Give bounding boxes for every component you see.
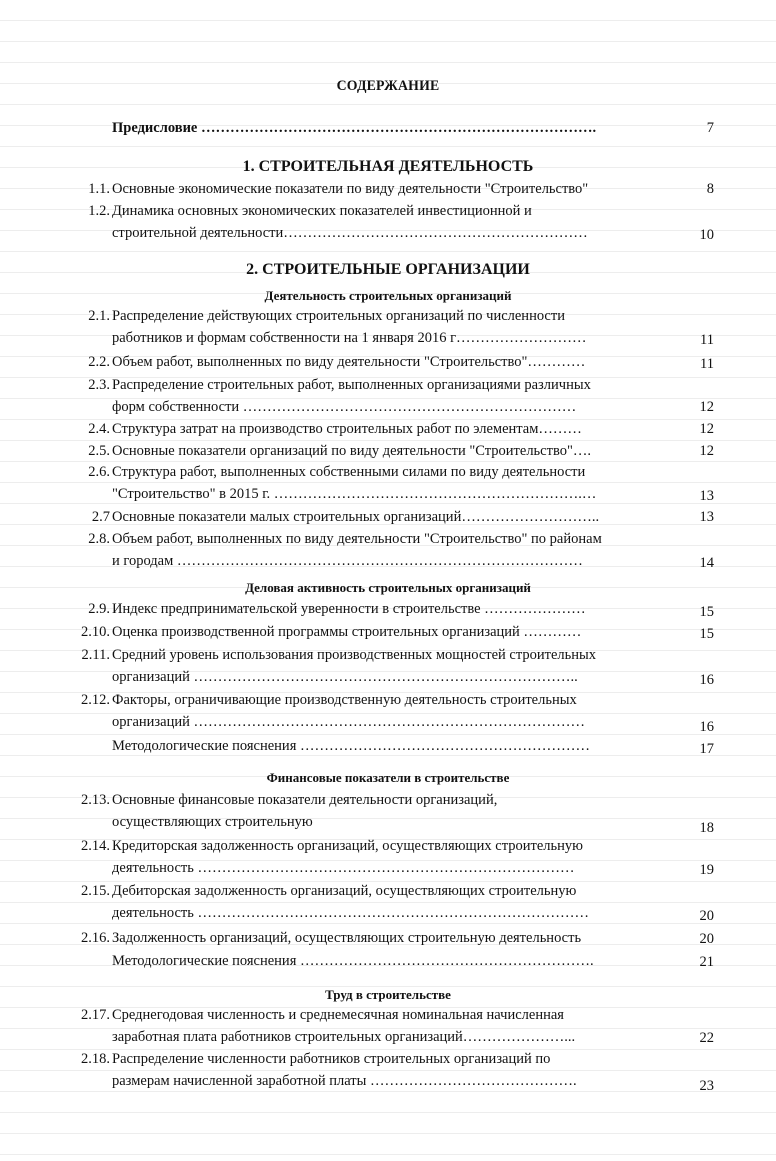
- toc-entry-page: 16: [699, 719, 714, 735]
- subsection-title: Деятельность строительных организаций: [264, 288, 512, 303]
- toc-entry-page: 23: [699, 1078, 714, 1094]
- toc-entry-text: Динамика основных экономических показателей инвестиционной и: [112, 203, 532, 219]
- toc-entry-page: 16: [699, 672, 714, 688]
- toc-entry-text: Среднегодовая численность и среднемесячная номинальная начисленная: [112, 1007, 564, 1023]
- toc-entry-text: Основные экономические показатели по виду деятельности "Строительство": [112, 181, 589, 197]
- toc-entry-page: 7: [706, 120, 714, 136]
- toc-entry-text: Основные финансовые показатели деятельности организаций,: [112, 792, 498, 808]
- toc-entry-text-continued: форм собственности ……………………………………………………………: [112, 399, 577, 415]
- toc-entry-text: Структура затрат на производство строительных работ по элементам………: [112, 421, 582, 437]
- toc-entry-text: Оценка производственной программы строительных организаций …………: [112, 624, 582, 640]
- toc-entry-text: Объем работ, выполненных по виду деятельности "Строительство"…………: [112, 354, 586, 370]
- toc-entry-page: 18: [699, 820, 714, 836]
- toc-entry-page: 14: [699, 555, 714, 571]
- toc-entry-page: 19: [699, 862, 714, 878]
- toc-entry-text: Основные показатели организаций по виду деятельности "Строительство"….: [112, 443, 591, 459]
- subsection-title: Деловая активность строительных организаций: [245, 580, 531, 595]
- toc-entry-text-continued: заработная плата работников строительных организаций…………………...: [112, 1029, 576, 1045]
- toc-entry-text: Основные показатели малых строительных организаций………………………..: [112, 509, 600, 525]
- toc-entry-page: 21: [699, 954, 714, 970]
- toc-entry-text: Кредиторская задолженность организаций, осуществляющих строительную: [112, 838, 583, 854]
- section-title: 2. СТРОИТЕЛЬНЫЕ ОРГАНИЗАЦИИ: [246, 261, 530, 278]
- toc-entry-text-continued: организаций ………………………………………………………………………: [112, 714, 585, 730]
- toc-entry-text: Распределение численности работников строительных организаций по: [112, 1051, 551, 1067]
- subsection-title: Труд в строительстве: [325, 987, 451, 1002]
- toc-entry-page: 15: [699, 604, 714, 620]
- toc-entry-number: 2.10.: [81, 624, 110, 640]
- toc-entry-page: 20: [699, 931, 714, 947]
- toc-entry-page: 12: [699, 399, 714, 415]
- toc-entry-number: 2.17.: [81, 1007, 110, 1023]
- toc-entry-number: 2.5.: [88, 443, 110, 459]
- toc-entry-text: Структура работ, выполненных собственными силами по виду деятельности: [112, 464, 586, 480]
- toc-entry-number: 2.2.: [88, 354, 110, 370]
- section-title: 1. СТРОИТЕЛЬНАЯ ДЕЯТЕЛЬНОСТЬ: [242, 158, 534, 175]
- toc-entry-text: Методологические пояснения …………………………………………………….: [112, 953, 594, 969]
- toc-entry-text-continued: строительной деятельности………………………………………………………: [112, 225, 588, 241]
- toc-entry-text: Распределение строительных работ, выполненных организациями различных: [112, 377, 591, 393]
- toc-entry-number: 2.15.: [81, 883, 110, 899]
- toc-entry-text-continued: работников и формам собственности на 1 января 2016 г………………………: [112, 330, 587, 346]
- toc-entry-text-continued: деятельность ……………………………………………………………………: [112, 860, 575, 876]
- toc-entry-text: Факторы, ограничивающие производственную деятельность строительных: [112, 692, 577, 708]
- toc-entry-number: 2.6.: [88, 464, 110, 480]
- toc-entry-page: 15: [699, 626, 714, 642]
- toc-entry-text-continued: "Строительство" в 2015 г. ……………………………………………………….…: [112, 486, 597, 502]
- toc-entry-text-continued: осуществляющих строительную: [112, 814, 313, 830]
- toc-entry-text: Объем работ, выполненных по виду деятельности "Строительство" по районам: [112, 531, 602, 547]
- toc-entry-text-continued: размерам начисленной заработной платы …………………………………….: [112, 1073, 577, 1089]
- toc-entry-number: 2.4.: [88, 421, 110, 437]
- toc-entry-page: 12: [699, 443, 714, 459]
- toc-entry-number: 2.7: [91, 509, 110, 525]
- toc-entry-page: 22: [699, 1030, 714, 1046]
- toc-entry-number: 2.13.: [81, 792, 110, 808]
- toc-entry-number: 2.3.: [88, 377, 110, 393]
- toc-entry-text-continued: организаций ……………………………………………………………………..: [112, 669, 578, 685]
- toc-entry-page: 8: [706, 181, 714, 197]
- toc-entry-number: 2.11.: [81, 647, 110, 663]
- toc-entry-text: Индекс предпринимательской уверенности в строительстве …………………: [112, 601, 586, 617]
- toc-entry-number: 2.8.: [88, 531, 110, 547]
- toc-entry-page: 13: [699, 488, 714, 504]
- toc-entry-text-continued: деятельность ………………………………………………………………………: [112, 905, 589, 921]
- toc-entry-text: Средний уровень использования производственных мощностей строительных: [112, 647, 597, 663]
- page-title: СОДЕРЖАНИЕ: [336, 78, 440, 94]
- toc-entry-text: Дебиторская задолженность организаций, осуществляющих строительную: [112, 883, 577, 899]
- toc-entry-number: 1.2.: [88, 203, 110, 219]
- toc-entry-number: 2.1.: [88, 308, 110, 324]
- toc-entry-page: 10: [699, 227, 714, 243]
- toc-entry-number: 2.9.: [88, 601, 110, 617]
- toc-entry-number: 2.14.: [81, 838, 110, 854]
- toc-entry-page: 11: [700, 356, 714, 372]
- toc-entry-text: Задолженность организаций, осуществляющих строительную деятельность: [112, 930, 582, 946]
- toc-entry-number: 1.1.: [88, 181, 110, 197]
- toc-entry-text: Распределение действующих строительных организаций по численности: [112, 308, 565, 324]
- toc-entry-page: 17: [699, 741, 714, 757]
- toc-entry-number: 2.18.: [81, 1051, 110, 1067]
- toc-entry-page: 13: [699, 509, 714, 525]
- subsection-title: Финансовые показатели в строительстве: [266, 770, 510, 785]
- toc-entry-number: 2.12.: [81, 692, 110, 708]
- toc-entry-number: 2.16.: [81, 930, 110, 946]
- toc-entry-page: 20: [699, 908, 714, 924]
- toc-entry-page: 11: [700, 332, 714, 348]
- toc-entry-text: Методологические пояснения ……………………………………………………: [112, 738, 590, 754]
- toc-entry-page: 12: [699, 421, 714, 437]
- toc-entry-text: Предисловие ……………………………………………………………………….: [112, 120, 597, 136]
- toc-entry-text-continued: и городам …………………………………………………………………………: [112, 553, 583, 569]
